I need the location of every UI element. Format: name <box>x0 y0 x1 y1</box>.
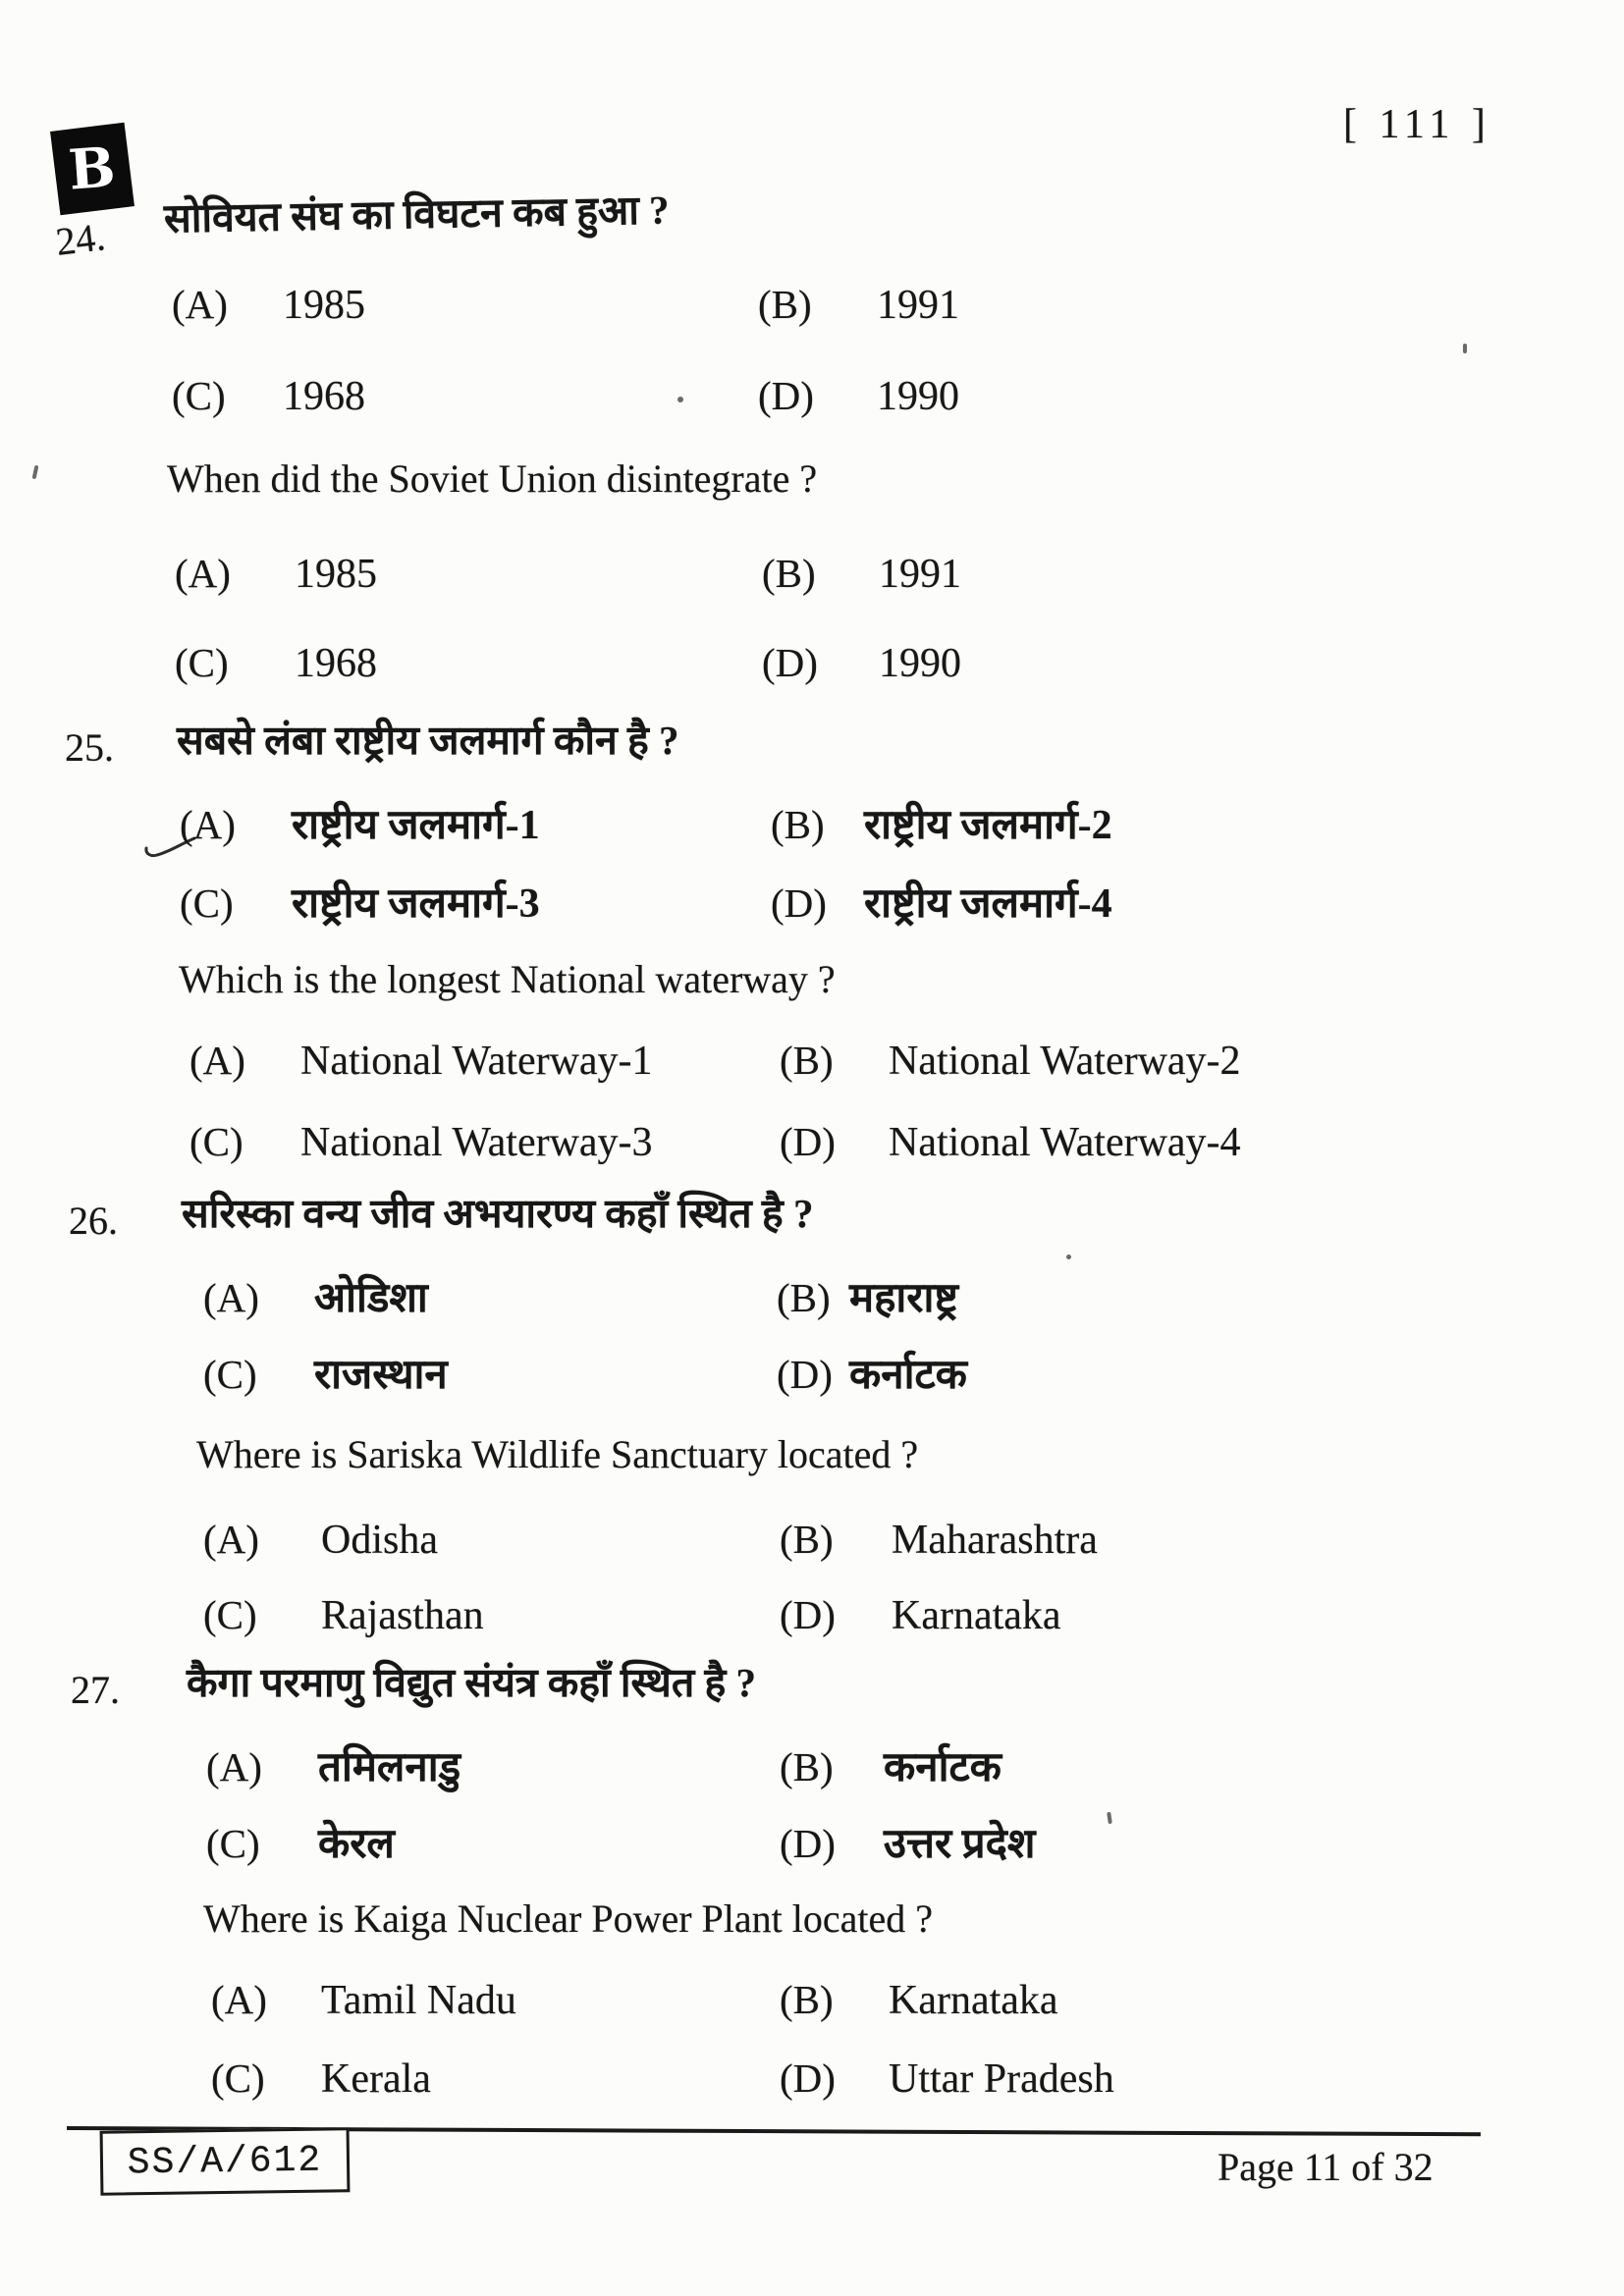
option-text: केरल <box>318 1822 395 1867</box>
question-text-hindi: सोवियत संघ का विघटन कब हुआ ? <box>163 187 670 241</box>
option-text: 1985 <box>283 283 365 328</box>
option-label: (B) <box>780 1744 834 1789</box>
option-text: 1990 <box>879 641 961 686</box>
option-label: (C) <box>172 373 226 418</box>
set-code-letter: B <box>67 134 118 203</box>
scan-speck <box>32 465 39 480</box>
option-label: (C) <box>211 2056 265 2101</box>
option-label: (B) <box>777 1275 831 1320</box>
option-label: (A) <box>203 1275 259 1320</box>
option-text: 1968 <box>283 374 365 419</box>
scan-speck <box>677 397 683 402</box>
option-text: Kerala <box>321 2056 431 2102</box>
option-text: ओडिशा <box>314 1276 428 1321</box>
question-text-english: When did the Soviet Union disintegrate ? <box>167 456 818 501</box>
option-text: Karnataka <box>892 1593 1061 1638</box>
question-number: 24. <box>53 214 108 264</box>
option-label: (B) <box>758 282 812 327</box>
option-text: Tamil Nadu <box>321 1978 516 2023</box>
question-text-english: Where is Kaiga Nuclear Power Plant located ? <box>203 1896 934 1941</box>
option-label: (A) <box>203 1517 259 1562</box>
option-label: (A) <box>211 1977 267 2022</box>
option-label: (A) <box>189 1038 245 1083</box>
option-label: (B) <box>780 1977 834 2022</box>
option-label: (B) <box>780 1038 834 1083</box>
option-label: (C) <box>206 1821 260 1866</box>
option-label: (C) <box>180 881 234 926</box>
option-text: Maharashtra <box>892 1518 1098 1563</box>
question-text-english: Where is Sariska Wildlife Sanctuary located ? <box>196 1432 919 1476</box>
option-text: 1985 <box>295 552 377 597</box>
question-text-hindi: कैगा परमाणु विद्युत संयंत्र कहाँ स्थित है ? <box>187 1660 756 1705</box>
option-text: कर्नाटक <box>849 1353 967 1398</box>
option-label: (B) <box>762 551 816 596</box>
option-text: तमिलनाडु <box>318 1745 461 1790</box>
set-code-badge <box>50 123 135 216</box>
option-text: National Waterway-1 <box>300 1039 653 1084</box>
scan-speck <box>1463 344 1467 353</box>
option-text: राष्ट्रीय जलमार्ग-4 <box>864 881 1112 927</box>
question-number: 25. <box>65 725 114 770</box>
booklet-number: [ 111 ] <box>1343 102 1491 147</box>
option-text: National Waterway-2 <box>889 1039 1241 1084</box>
option-text: राजस्थान <box>314 1353 448 1398</box>
option-text: National Waterway-4 <box>889 1120 1241 1165</box>
option-label: (A) <box>172 282 228 327</box>
option-label: (C) <box>203 1352 257 1397</box>
option-label: (D) <box>780 1592 836 1637</box>
option-label: (D) <box>780 1119 836 1164</box>
option-label: (A) <box>175 551 231 596</box>
option-label: (D) <box>762 640 818 685</box>
option-label: (B) <box>771 802 825 847</box>
paper-code: SS/A/612 <box>127 2139 323 2184</box>
page-indicator: Page 11 of 32 <box>1218 2145 1434 2189</box>
option-label: (C) <box>189 1119 244 1164</box>
option-text: उत्तर प्रदेश <box>884 1822 1036 1867</box>
option-text: राष्ट्रीय जलमार्ग-3 <box>292 881 540 927</box>
option-text: राष्ट्रीय जलमार्ग-1 <box>292 803 540 848</box>
option-label: (D) <box>758 373 814 418</box>
option-label: (D) <box>780 1821 836 1866</box>
scan-speck <box>1066 1255 1071 1259</box>
option-label: (B) <box>780 1517 834 1562</box>
option-text: 1991 <box>879 552 961 597</box>
option-label: (A) <box>180 802 236 847</box>
question-number: 27. <box>71 1668 120 1712</box>
option-label: (D) <box>771 881 827 926</box>
question-text-hindi: सरिस्का वन्य जीव अभयारण्य कहाँ स्थित है ? <box>182 1191 814 1236</box>
option-label: (C) <box>203 1592 257 1637</box>
option-text: Rajasthan <box>321 1593 484 1638</box>
paper-code-box <box>100 2127 351 2196</box>
option-label: (A) <box>206 1744 262 1789</box>
scan-speck <box>1107 1812 1112 1824</box>
option-text: Uttar Pradesh <box>889 2056 1114 2102</box>
option-text: राष्ट्रीय जलमार्ग-2 <box>864 803 1112 848</box>
option-label: (C) <box>175 640 229 685</box>
question-text-english: Which is the longest National waterway ? <box>179 957 836 1001</box>
option-text: कर्नाटक <box>884 1745 1001 1790</box>
option-text: 1991 <box>877 283 959 328</box>
option-label: (D) <box>780 2056 836 2101</box>
option-text: 1968 <box>295 641 377 686</box>
question-text-hindi: सबसे लंबा राष्ट्रीय जलमार्ग कौन है ? <box>177 718 679 763</box>
option-text: National Waterway-3 <box>300 1120 653 1165</box>
option-text: 1990 <box>877 374 959 419</box>
option-text: Odisha <box>321 1518 438 1563</box>
option-text: महाराष्ट्र <box>849 1276 958 1321</box>
question-number: 26. <box>69 1199 118 1243</box>
option-label: (D) <box>777 1352 833 1397</box>
option-text: Karnataka <box>889 1978 1058 2023</box>
